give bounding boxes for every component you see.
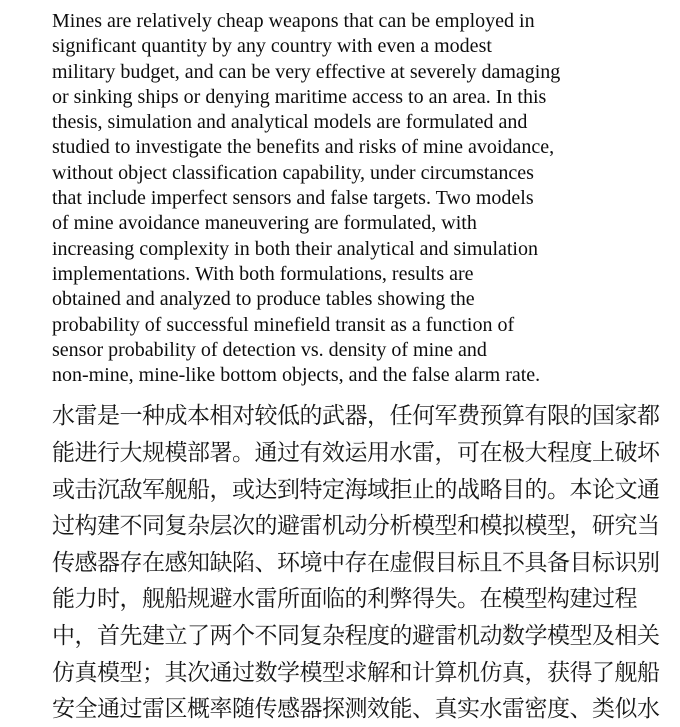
text-line: 安全通过雷区概率随传感器探测效能、真实水雷密度、类似水 (52, 695, 660, 722)
english-abstract-paragraph (52, 9, 664, 388)
text-line: military budget, and can be very effective at severely damaging (52, 60, 561, 83)
text-line: probability of successful minefield transit as a function of (52, 313, 515, 336)
text-line: studied to investigate the benefits and risks of mine avoidance, (52, 136, 555, 159)
text-line: that include imperfect sensors and false targets. Two models (52, 187, 534, 210)
text-line: without object classification capability, under circumstances (52, 161, 534, 184)
text-line: 传感器存在感知缺陷、环境中存在虚假目标且不具备目标识别 (52, 548, 660, 575)
text-line: non-mine, mine-like bottom objects, and the false alarm rate. (52, 364, 541, 387)
text-line: 中，首先建立了两个不同复杂程度的避雷机动数学模型及相关 (52, 622, 660, 649)
text-line: 或击沉敌军舰船，或达到特定海域拒止的战略目的。本论文通 (52, 475, 660, 502)
text-line: implementations. With both formulations, results are (52, 262, 474, 285)
text-line: 能力时，舰船规避水雷所面临的利弊得失。在模型构建过程 (52, 585, 637, 612)
text-line: obtained and analyzed to produce tables showing the (52, 288, 475, 311)
text-line: 水雷是一种成本相对较低的武器，任何军费预算有限的国家都 (52, 402, 660, 429)
text-line: thesis, simulation and analytical models are formulated and (52, 111, 528, 134)
chinese-translation-paragraph (52, 397, 664, 726)
text-line: 过构建不同复杂层次的避雷机动分析模型和模拟模型，研究当 (52, 512, 660, 539)
text-line: increasing complexity in both their analytical and simulation (52, 237, 538, 260)
text-line: 能进行大规模部署。通过有效运用水雷，可在极大程度上破坏 (52, 439, 660, 466)
text-line: significant quantity by any country with even a modest (52, 35, 492, 58)
text-line: 仿真模型；其次通过数学模型求解和计算机仿真，获得了舰船 (52, 658, 660, 685)
text-line: or sinking ships or denying maritime access to an area. In this (52, 85, 547, 108)
text-line: of mine avoidance maneuvering are formulated, with (52, 212, 477, 235)
text-line: Mines are relatively cheap weapons that can be employed in (52, 10, 535, 32)
text-line: sensor probability of detection vs. density of mine and (52, 338, 487, 361)
